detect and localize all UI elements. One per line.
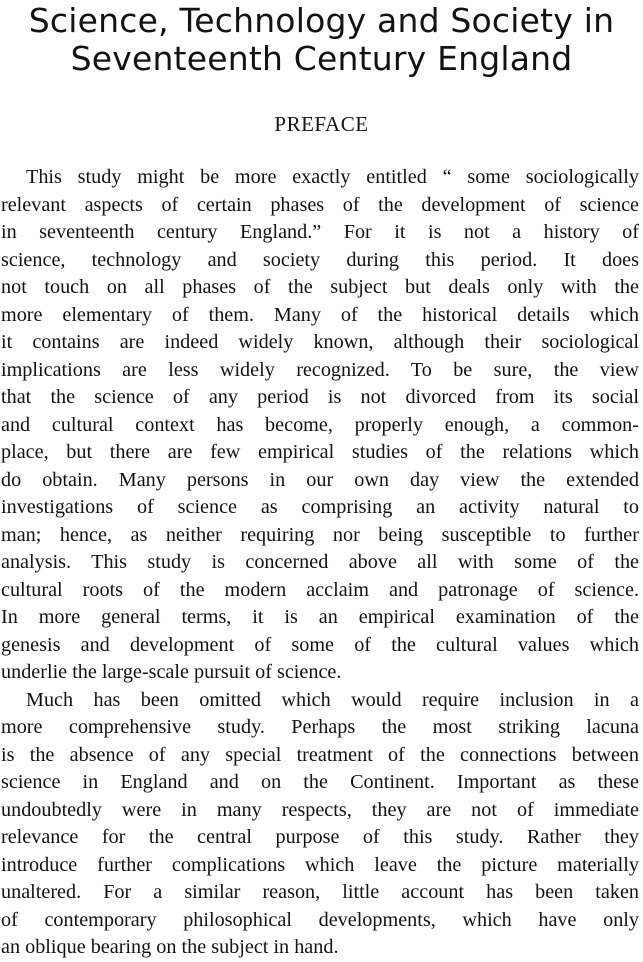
text-line: do obtain. Many persons in our own day view the extended: [1, 468, 639, 491]
text-line: not touch on all phases of the subject but deals only with the: [1, 276, 639, 298]
preface-body: [0, 164, 643, 962]
text-line: of contemporary philosophical developments, which have only: [1, 908, 639, 931]
text-line: in seventeenth century England.” For it is not a history of: [1, 221, 639, 243]
paragraph-1: [0, 164, 643, 687]
text-line: science in England and on the Continent. Important as these: [1, 771, 639, 793]
text-line: cultural roots of the modern acclaim and patronage of science.: [1, 578, 639, 601]
text-line: investigations of science as comprising an activity natural to: [1, 496, 639, 518]
text-line: is the absence of any special treatment of the connections between: [1, 743, 639, 766]
text-line: implications are less widely recognized. To be sure, the view: [1, 358, 639, 381]
text-line: underlie the large-scale pursuit of science.: [1, 661, 342, 683]
text-line: analysis. This study is concerned above all with some of the: [1, 551, 639, 573]
page-title-line-1: Science, Technology and Society in: [28, 1, 615, 40]
text-line: place, but there are few empirical studies of the relations which: [1, 441, 639, 463]
text-line: it contains are indeed widely known, although their sociological: [1, 331, 639, 353]
text-line: genesis and development of some of the cultural values which: [1, 633, 639, 656]
page-title: [0, 2, 643, 78]
text-line: Much has been omitted which would require inclusion in a: [26, 688, 639, 711]
section-heading: PREFACE: [274, 112, 369, 136]
text-line: that the science of any period is not divorced from its social: [1, 386, 639, 408]
text-line: In more general terms, it is an empirical examination of the: [1, 606, 639, 628]
text-line: more comprehensive study. Perhaps the most striking lacuna: [1, 716, 639, 738]
text-line: relevance for the central purpose of this study. Rather they: [1, 826, 639, 848]
text-line: This study might be more exactly entitled “ some sociologically: [26, 166, 639, 188]
paragraph-2: [0, 687, 643, 962]
text-line: undoubtedly were in many respects, they are not of immediate: [1, 798, 639, 821]
text-line: an oblique bearing on the subject in hand.: [1, 936, 339, 958]
text-line: unaltered. For a similar reason, little account has been taken: [1, 881, 639, 903]
text-line: and cultural context has become, properly enough, a common-: [1, 413, 639, 436]
text-line: man; hence, as neither requiring nor being susceptible to further: [1, 523, 639, 546]
text-line: more elementary of them. Many of the historical details which: [1, 303, 639, 326]
text-line: relevant aspects of certain phases of the development of science: [1, 193, 639, 216]
text-line: science, technology and society during this period. It does: [1, 248, 639, 271]
page-title-line-2: Seventeenth Century England: [70, 39, 573, 78]
text-line: introduce further complications which leave the picture materially: [1, 853, 639, 876]
